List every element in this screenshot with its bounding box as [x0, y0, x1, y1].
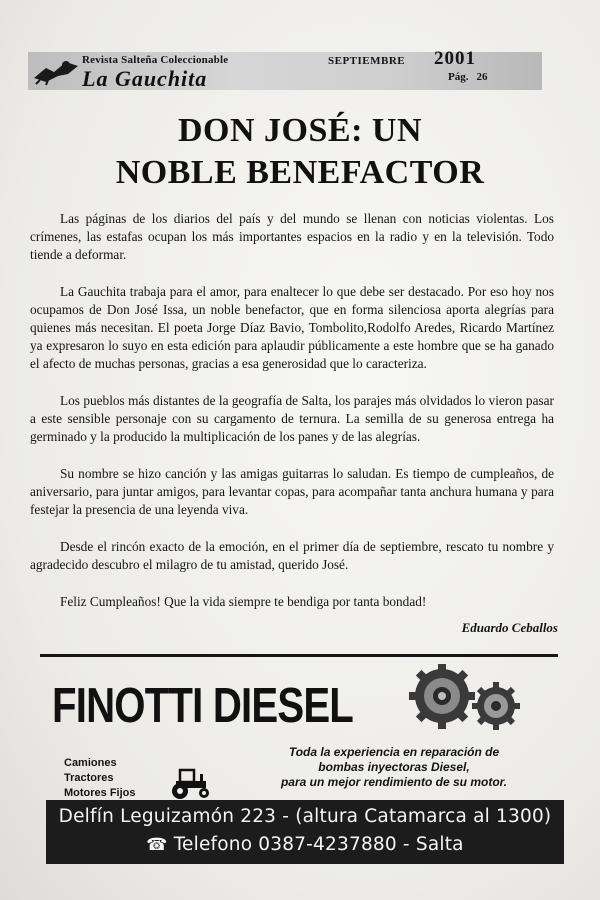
gears-icon	[408, 664, 526, 740]
ad-phone-line	[46, 834, 564, 855]
paragraph-2: La Gauchita trabaja para el amor, para enaltecer lo que debe ser destacado. Por eso hoy nos ocupamos de Don José Issa, un noble benefactor, que en forma silenciosa aporta alegrías para quienes más necesitan. El poeta Jorge Díaz Bavio, Tombolito,Rodolfo Aredes, Ricardo Martínez ya expresaron lo suyo en esta edición para aplaudir públicamente a este hombre que se ha ganado el afecto de muchas personas, gracias a esa generosidad que lo caracteriza.	[30, 284, 554, 371]
service-item: Tractores	[64, 772, 114, 784]
article-body	[30, 210, 554, 619]
magazine-header	[28, 48, 542, 94]
paragraph-6: Feliz Cumpleaños! Que la vida siempre te bendiga por tanta bondad!	[60, 594, 427, 609]
tagline-line-3: para un mejor rendimiento de su motor.	[280, 775, 508, 789]
logo-icon	[32, 56, 80, 86]
ad-business-name: FINOTTI DIESEL	[52, 679, 354, 733]
title-line-2: NOBLE BENEFACTOR	[115, 154, 485, 191]
paragraph-4: Su nombre se hizo canción y las amigas guitarras lo saludan. Es tiempo de cumpleaños, de aniversario, para juntar amigos, para levantar copas, para acompañar tanta anchura humana y para festejar la presencia de una leyenda viva.	[30, 466, 554, 517]
page-label: Pág.	[448, 71, 469, 83]
magazine-subtitle: Revista Salteña Coleccionable	[82, 54, 229, 66]
tagline-line-1: Toda la experiencia en reparación de	[288, 745, 500, 759]
tractor-icon	[166, 766, 214, 800]
issue-year: 2001	[434, 48, 476, 69]
section-divider	[40, 654, 558, 657]
ad-tagline	[262, 745, 526, 790]
issue-month: SEPTIEMBRE	[328, 55, 406, 67]
paragraph-5: Desde el rincón exacto de la emoción, en el primer día de septiembre, rescato tu nombre y agradecido descubro el milagro de tu amistad, querido José.	[30, 539, 554, 572]
service-item: Motores Fijos	[64, 787, 136, 799]
page-number: 26	[476, 71, 488, 83]
ad-phone: Telefono 0387-4237880 - Salta	[173, 834, 464, 855]
ad-address: Delfín Leguizamón 223 - (altura Catamarca al 1300)	[58, 806, 552, 827]
magazine-title: La Gauchita	[82, 66, 208, 91]
ad-services-list	[64, 756, 136, 801]
paragraph-3: Los pueblos más distantes de la geografía de Salta, los parajes más olvidados lo vieron pasar a este sensible personaje con su cargamento de ternura. La semilla de su generosa entrega ha germinado y la producido la multiplicación de los panes y de las alegrías.	[30, 393, 554, 444]
service-item: Camiones	[64, 757, 117, 769]
page-number-block	[448, 71, 487, 83]
article-title	[60, 110, 540, 194]
title-line-1: DON JOSÉ: UN	[177, 112, 423, 149]
ad-contact-box	[46, 800, 564, 864]
phone-icon: ☎	[146, 835, 168, 855]
author-signature: Eduardo Ceballos	[461, 620, 558, 635]
tagline-line-2: bombas inyectoras Diesel,	[318, 760, 470, 774]
paragraph-1: Las páginas de los diarios del país y del mundo se llenan con noticias violentas. Los crímenes, las estafas ocupan los más importantes espacios en la radio y en la televisión. Todo tiende a deformar.	[30, 211, 554, 262]
